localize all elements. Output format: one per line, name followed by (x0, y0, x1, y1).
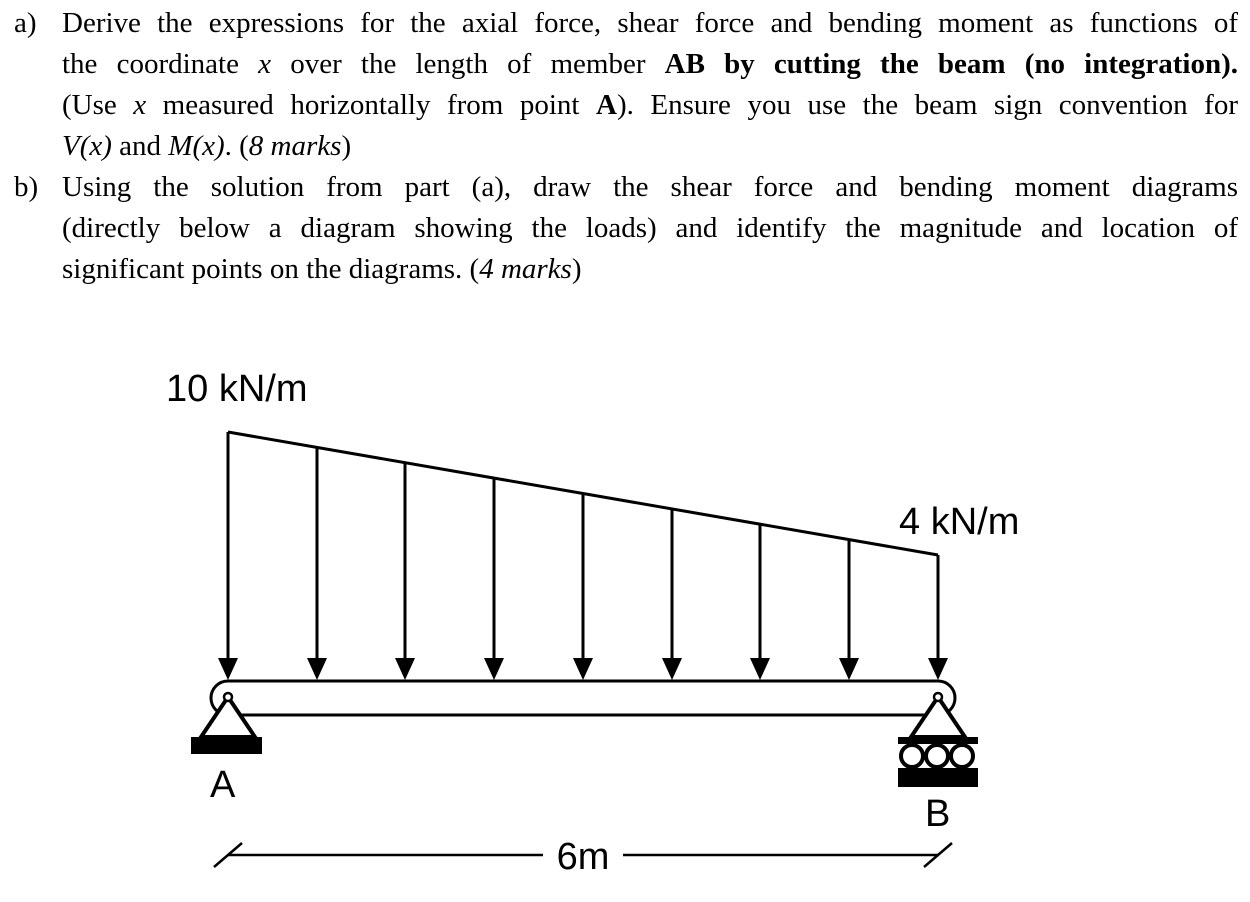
load-arrow (484, 478, 504, 680)
load-arrow (750, 524, 770, 680)
load-arrow (218, 432, 238, 680)
question-a-line-2: the coordinate x over the length of member AB by cutting the beam (no integration). (62, 48, 1238, 80)
question-b-marker: b) (14, 171, 39, 203)
beam-ab (211, 681, 955, 715)
question-a-line-1: Derive the expressions for the axial force, shear force and bending moment as functions of (62, 7, 1238, 39)
load-right-label: 4 kN/m (899, 501, 1020, 543)
load-arrow (573, 493, 593, 680)
support-a-label: A (210, 764, 236, 806)
load-arrows (218, 432, 948, 680)
load-arrow (928, 555, 948, 680)
question-a-line-4: V(x) and M(x). (8 marks) (62, 130, 352, 162)
load-arrow (662, 509, 682, 680)
load-arrow (839, 540, 859, 680)
question-b-line-3: significant points on the diagrams. (4 marks) (62, 253, 582, 285)
support-b-label: B (925, 793, 951, 835)
question-b-line-1: Using the solution from part (a), draw the shear force and bending moment diagrams (62, 171, 1238, 203)
load-arrow (395, 463, 415, 680)
span-label: 6m (556, 836, 610, 878)
question-a-line-3: (Use x measured horizontally from point A). Ensure you use the beam sign convention for (62, 89, 1238, 121)
question-b-line-2: (directly below a diagram showing the loads) and identify the magnitude and location of (62, 212, 1238, 244)
load-arrow (307, 447, 327, 680)
question-a-marker: a) (14, 7, 37, 39)
load-left-label: 10 kN/m (166, 368, 308, 410)
